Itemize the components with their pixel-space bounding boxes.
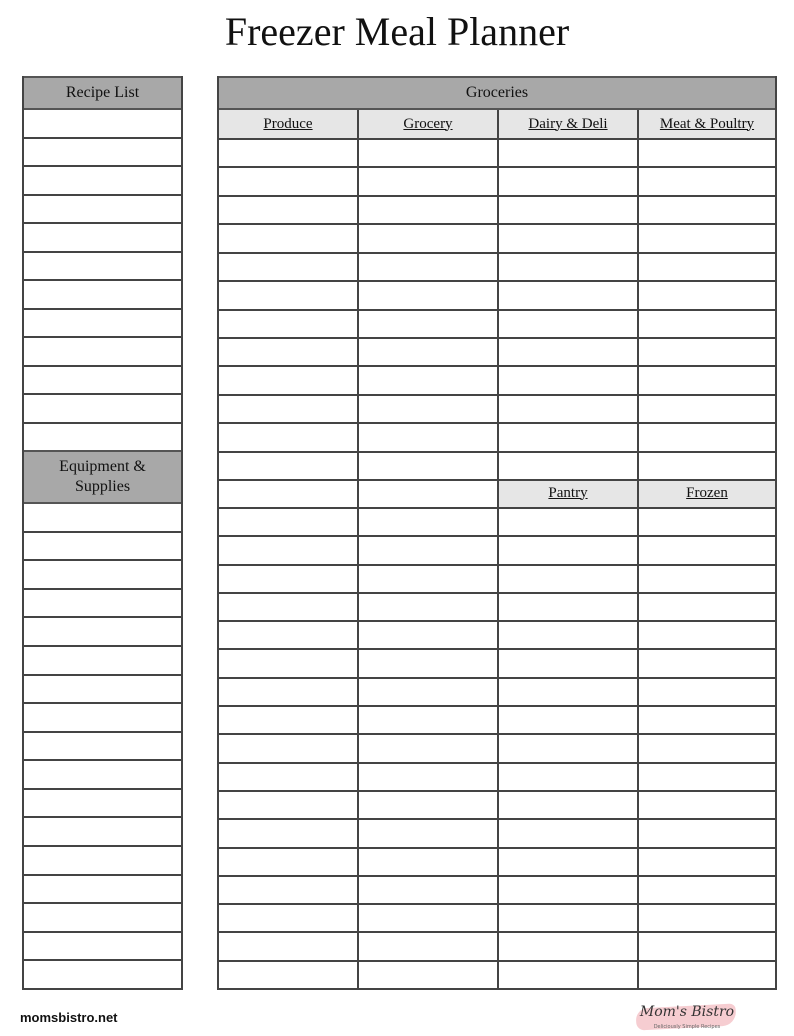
groceries-row-divider: [217, 394, 777, 396]
column-header-pantry: Pantry: [499, 479, 637, 507]
groceries-column-divider: [497, 110, 499, 988]
recipe-list-header: [22, 76, 183, 110]
column-header-dairy-deli: Dairy & Deli: [499, 110, 637, 138]
groceries-row-divider: [217, 733, 777, 735]
recipe-row-divider: [22, 251, 183, 253]
page-title: Freezer Meal Planner: [224, 9, 570, 54]
groceries-row-divider: [217, 507, 497, 509]
groceries-row-divider: [217, 762, 777, 764]
groceries-row-divider: [217, 931, 777, 933]
recipe-list-label: Recipe List: [65, 84, 140, 101]
groceries-row-divider: [217, 422, 777, 424]
groceries-row-divider: [217, 451, 777, 453]
recipe-row-divider: [22, 165, 183, 167]
groceries-row-divider: [217, 337, 777, 339]
groceries-row-divider: [217, 166, 777, 168]
groceries-bottom: [217, 988, 777, 990]
recipe-row-divider: [22, 336, 183, 338]
equipment-row-divider: [22, 816, 183, 818]
groceries-header-divider: [217, 138, 777, 140]
groceries-row-divider: [217, 252, 777, 254]
site-url: momsbistro.net: [20, 1010, 118, 1025]
groceries-row-divider: [217, 875, 777, 877]
groceries-row-divider: [217, 960, 777, 962]
logo-tagline: Deliciously Simple Recipes: [653, 1024, 721, 1030]
groceries-row-divider: [217, 223, 777, 225]
groceries-row-divider: [217, 818, 777, 820]
recipe-row-divider: [22, 422, 183, 424]
equipment-row-divider: [22, 674, 183, 676]
equipment-row-divider: [22, 788, 183, 790]
groceries-column-divider: [357, 110, 359, 988]
equipment-row-divider: [22, 902, 183, 904]
brand-logo: [632, 1000, 742, 1034]
equipment-row-divider: [22, 588, 183, 590]
recipe-row-divider: [22, 279, 183, 281]
left-inner-border: [181, 76, 183, 990]
pantry-header-divider: [497, 507, 777, 509]
equipment-bottom: [22, 988, 183, 990]
recipe-row-divider: [22, 365, 183, 367]
recipe-row-divider: [22, 137, 183, 139]
groceries-row-divider: [217, 535, 777, 537]
left-border: [22, 76, 24, 990]
groceries-left-border: [217, 76, 219, 990]
column-header-produce: Produce: [219, 110, 357, 138]
groceries-row-divider: [217, 365, 777, 367]
equipment-label: Equipment & Supplies: [59, 458, 146, 495]
column-header-meat-poultry: Meat & Poultry: [639, 110, 775, 138]
groceries-row-divider: [217, 479, 777, 481]
column-header-frozen: Frozen: [639, 479, 775, 507]
groceries-row-divider: [217, 195, 777, 197]
column-header-grocery: Grocery: [359, 110, 497, 138]
groceries-row-divider: [217, 677, 777, 679]
groceries-column-divider: [637, 110, 639, 988]
groceries-row-divider: [217, 564, 777, 566]
groceries-row-divider: [217, 592, 777, 594]
equipment-row-divider: [22, 731, 183, 733]
recipe-row-divider: [22, 308, 183, 310]
equipment-row-divider: [22, 931, 183, 933]
equipment-row-divider: [22, 616, 183, 618]
equipment-row-divider: [22, 759, 183, 761]
groceries-header: [217, 76, 777, 110]
groceries-row-divider: [217, 790, 777, 792]
equipment-header: [22, 450, 183, 504]
groceries-row-divider: [217, 280, 777, 282]
groceries-row-divider: [217, 620, 777, 622]
equipment-row-divider: [22, 845, 183, 847]
groceries-row-divider: [217, 847, 777, 849]
logo-text: Mom's Bistro: [639, 1004, 735, 1020]
equipment-row-divider: [22, 645, 183, 647]
groceries-label: Groceries: [465, 84, 529, 101]
recipe-row-divider: [22, 393, 183, 395]
groceries-right-border: [775, 76, 777, 990]
recipe-row-divider: [22, 194, 183, 196]
equipment-row-divider: [22, 874, 183, 876]
groceries-row-divider: [217, 903, 777, 905]
groceries-row-divider: [217, 705, 777, 707]
equipment-row-divider: [22, 959, 183, 961]
recipe-row-divider: [22, 222, 183, 224]
groceries-row-divider: [217, 648, 777, 650]
groceries-row-divider: [217, 309, 777, 311]
equipment-row-divider: [22, 702, 183, 704]
equipment-row-divider: [22, 559, 183, 561]
equipment-row-divider: [22, 531, 183, 533]
